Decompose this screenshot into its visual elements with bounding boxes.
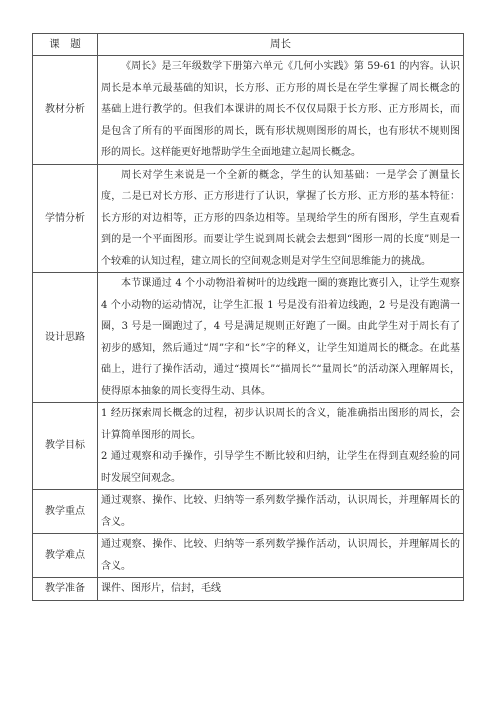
table-row — [33, 534, 464, 578]
content-paragraph: 课件、图形片，信封，毛线 — [101, 583, 221, 594]
row-label: 教学重点 — [33, 490, 98, 534]
row-content — [98, 403, 464, 490]
lesson-plan-table — [32, 33, 464, 601]
content-paragraph: 1 经历探索周长概念的过程，初步认识周长的含义，能准确指出图形的周长，会计算简单图形的周长。 — [101, 408, 460, 441]
topic-value: 周长 — [98, 34, 464, 56]
row-label: 教材分析 — [33, 56, 98, 165]
table-row — [33, 490, 464, 534]
row-label: 学情分析 — [33, 164, 98, 273]
header-row — [33, 34, 464, 56]
row-label: 教学目标 — [33, 403, 98, 490]
row-label: 设计思路 — [33, 273, 98, 403]
row-content — [98, 164, 464, 273]
table-row — [33, 273, 464, 403]
table-row — [33, 164, 464, 273]
content-paragraph: 周长对学生来说是一个全新的概念，学生的认知基础：一是学会了测量长度，二是已对长方形、正方形进行了认识，掌握了长方形、正方形的基本特征：长方形的对边相等，正方形的四条边相等。呈现给学生的所有图形，学生直观看到的是一个平面图形。而要让学生说到周长就会去想到“图形一周的长度”则是一个较难的认知过程，建立周长的空间观念则是对学生空间思维能力的挑战。 — [101, 169, 460, 267]
topic-label: 课 题 — [33, 34, 98, 56]
content-paragraph: 《周长》是三年级数学下册第六单元《几何小实践》第 59-61 的内容。认识周长是本单元最基础的知识，长方形、正方形的周长是在学生掌握了周长概念的基础上进行教学的。但我们本课讲的周长不仅仅局限于长方形、正方形周长，而是包含了所有的平面图形的周长，既有形状规则图形的周长，也有形状不规则图形的周长。这样能更好地帮助学生全面地建立起周长概念。 — [101, 61, 460, 158]
content-paragraph: 2 通过观察和动手操作，引导学生不断比较和归纳，让学生在得到直观经验的同时发展空间观念。 — [101, 451, 460, 484]
row-content — [98, 273, 464, 403]
row-content — [98, 490, 464, 534]
row-label: 教学准备 — [33, 578, 98, 601]
row-content — [98, 578, 464, 601]
row-content — [98, 56, 464, 165]
table-row — [33, 56, 464, 165]
table-row — [33, 403, 464, 490]
content-paragraph: 通过观察、操作、比较、归纳等一系列数学操作活动，认识周长，并理解周长的含义。 — [101, 539, 460, 572]
table-row — [33, 578, 464, 601]
content-paragraph: 通过观察、操作、比较、归纳等一系列数学操作活动，认识周长，并理解周长的含义。 — [101, 495, 460, 528]
row-label: 教学难点 — [33, 534, 98, 578]
content-paragraph: 本节课通过 4 个小动物沿着树叶的边线跑一圈的赛跑比赛引入，让学生观察 4 个小动物的运动情况，让学生汇报 1 号是没有沿着边线跑，2 号是没有跑满一圈，3 号是一圈跑过了，4 号是满足规则正好跑了一圈。由此学生对于周长有了初步的感知，然后通过“周”字和“长”字的释义，让学生知道周长的概念。在此基础上，进行了操作活动，通过“摸周长”“描周长”“量周长”的活动深入理解周长，使得原本抽象的周长变得生动、具体。 — [101, 278, 460, 397]
row-content — [98, 534, 464, 578]
